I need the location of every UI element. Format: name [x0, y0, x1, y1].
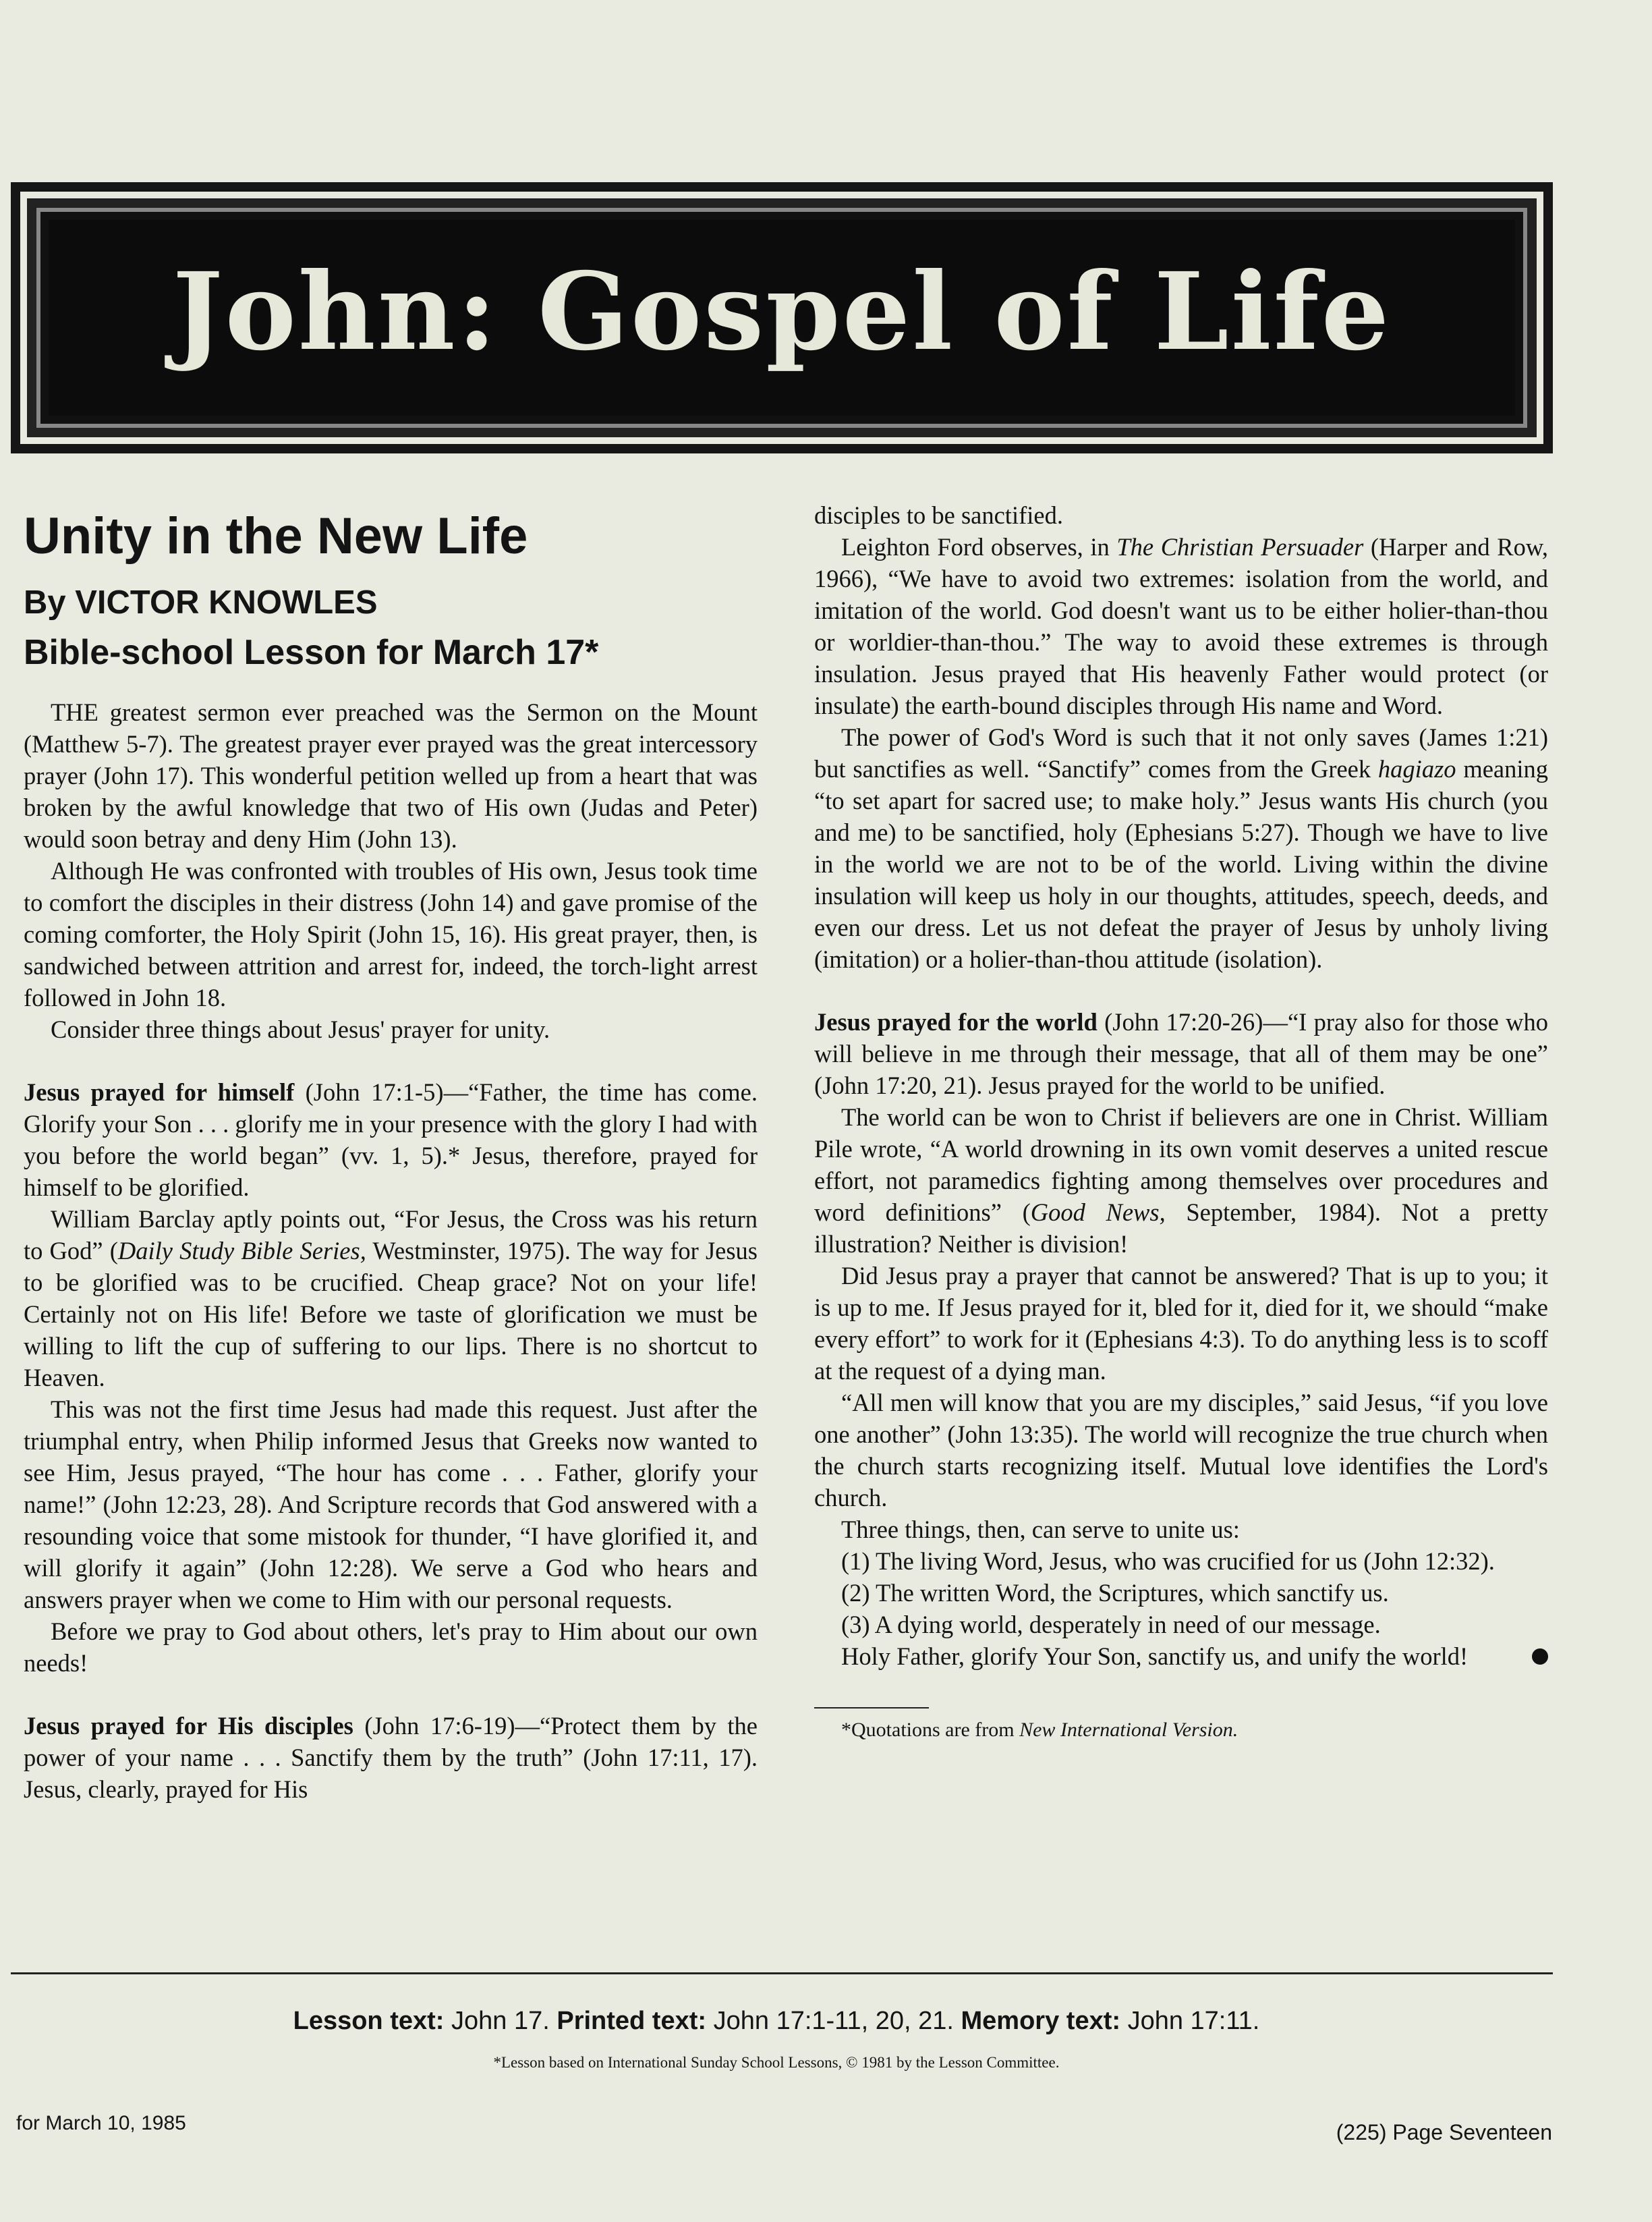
text-run: The world can be won to Christ if believers are one in Christ. William Pile wrote, “A world drowning in its own vomit deserves a united rescue effort, not paramedics fighting among themselves over procedures and word definitions” (	[814, 1103, 1548, 1226]
end-mark-icon	[1532, 1648, 1548, 1665]
article-title: Unity in the New Life	[24, 507, 528, 565]
italic-citation: New International Version.	[1019, 1719, 1238, 1741]
text-run: Holy Father, glorify Your Son, sanctify us, and unify the world!	[841, 1642, 1469, 1670]
paragraph: Consider three things about Jesus' prayer for unity.	[51, 1016, 550, 1043]
paragraph: Did Jesus pray a prayer that cannot be answered? That is up to you; it is up to me. If Jesus prayed for it, bled for it, died for it, we should “make every effort” to work for it (Ephesians 4:3). To do anything less is to scoff at the request of a dying man.	[814, 1262, 1548, 1385]
paragraph: disciples to be sanctified.	[814, 501, 1063, 529]
footnote-rule	[814, 1707, 929, 1709]
closing-paragraph	[814, 1640, 1548, 1672]
section-text: (John 17:1-5)—“Father, the time has come. Glorify your Son . . . glorify me in your presence with the glory I had with you before the world began” (vv. 1, 5).* Jesus, therefore, prayed for himself to be glorified.	[24, 1078, 758, 1201]
text-run: Westminster, 1975). The way for Jesus to be glorified was to be crucified. Cheap grace? Not on your life! Certainly not on His life! Before we taste of glorification we must be willing to lift the cup of suffering to our lips. There is no shortcut to Heaven.	[24, 1237, 758, 1391]
lesson-text-label: Lesson text:	[293, 2007, 445, 2035]
banner-title: John: Gospel of Life	[172, 250, 1392, 374]
list-item: (3) A dying world, desperately in need of our message.	[841, 1611, 1381, 1638]
section-heading: Jesus prayed for the world	[814, 1008, 1098, 1036]
section-world	[814, 1006, 1548, 1101]
lesson-text-value: John 17.	[444, 2007, 557, 2035]
text-run: Leighton Ford observes, in	[841, 533, 1117, 561]
italic-citation: Daily Study Bible Series,	[117, 1237, 366, 1265]
paragraph	[24, 1203, 758, 1393]
paragraph	[814, 721, 1548, 975]
text-run: The power of God's Word is such that it not only saves (James 1:21) but sanctifies as well. “Sanctify” comes from the Greek	[814, 723, 1548, 783]
text-run: meaning “to set apart for sacred use; to make holy.” Jesus wants His church (you and me) to be sanctified, holy (Ephesians 5:27). Though we have to live in the world we are not to be of the world. Living within the divine insulation will keep us holy in our thoughts, attitudes, speech, deeds, and even our dress. Let us not defeat the prayer of Jesus by unholy living (imitation) or a holier-than-thou attitude (isolation).	[814, 755, 1548, 973]
list-item: (1) The living Word, Jesus, who was crucified for us (John 12:32).	[841, 1547, 1495, 1575]
page-number: (225) Page Seventeen	[1336, 2120, 1552, 2144]
title-banner	[11, 182, 1553, 453]
printed-text-label: Printed text:	[557, 2007, 707, 2035]
issue-date: for March 10, 1985	[16, 2112, 186, 2134]
paragraph: “All men will know that you are my disciples,” said Jesus, “if you love one another” (John 13:35). The world will recognize the true church when the church starts recognizing itself. Mutual love identifies the Lord's church.	[814, 1389, 1548, 1511]
paragraph: Although He was confronted with troubles of His own, Jesus took time to comfort the disciples in their distress (John 14) and gave promise of the coming comforter, the Holy Spirit (John 15, 16). His great prayer, then, is sandwiched between attrition and arrest for, indeed, the torch-light arrest followed in John 18.	[24, 857, 758, 1011]
section-text: (John 17:6-19)—“Protect them by the power of your name . . . Sanctify them by the truth” (John 17:11, 17). Jesus, clearly, prayed for His	[24, 1712, 758, 1803]
italic-citation: Good News,	[1030, 1198, 1166, 1226]
paragraph	[814, 1101, 1548, 1260]
footnote	[814, 1717, 1548, 1744]
list-item: (2) The written Word, the Scriptures, which sanctify us.	[841, 1579, 1389, 1607]
lesson-texts	[0, 2007, 1553, 2036]
paragraph: THE greatest sermon ever preached was the Sermon on the Mount (Matthew 5-7). The greatest prayer ever prayed was the great intercessory prayer (John 17). This wonderful petition welled up from a heart that was broken by the awful knowledge that two of His own (Judas and Peter) would soon betray and deny Him (John 13).	[24, 698, 758, 853]
paragraph: This was not the first time Jesus had made this request. Just after the triumphal entry, when Philip informed Jesus that Greeks now wanted to see Him, Jesus prayed, “The hour has come . . . Father, glorify your name!” (John 12:23, 28). And Scripture records that God answered with a resounding voice that some mistook for thunder, “I have glorified it, and will glorify it again” (John 12:28). We serve a God who hears and answers prayer when we come to Him with our personal requests.	[24, 1395, 758, 1613]
text-run: September, 1984). Not a pretty illustration? Neither is division!	[814, 1198, 1548, 1258]
right-column	[814, 499, 1548, 1744]
italic-word: hagiazo	[1377, 755, 1456, 783]
text-run: (Harper and Row, 1966), “We have to avoid two extremes: isolation from the world, and imitation of the world. God doesn't want us to be either holier-than-thou or worldier-than-thou.” The way to avoid these extremes is through insulation. Jesus prayed that His heavenly Father would protect (or insulate) the earth-bound disciples through His name and Word.	[814, 533, 1548, 719]
lesson-date-heading: Bible-school Lesson for March 17*	[24, 633, 599, 672]
section-himself	[24, 1076, 758, 1203]
left-column	[24, 499, 758, 1805]
paragraph	[814, 531, 1548, 721]
divider	[11, 1972, 1553, 1974]
copyright-note: *Lesson based on International Sunday School Lessons, © 1981 by the Lesson Committee.	[493, 2054, 1060, 2071]
paragraph: Three things, then, can serve to unite us:	[841, 1516, 1240, 1543]
section-text: (John 17:20-26)—“I pray also for those who will believe in me through their message, that all of them may be one” (John 17:20, 21). Jesus prayed for the world to be unified.	[814, 1008, 1548, 1099]
memory-text-label: Memory text:	[961, 2007, 1121, 2035]
memory-text-value: John 17:11.	[1120, 2007, 1260, 2035]
printed-text-value: John 17:1-11, 20, 21.	[706, 2007, 961, 2035]
text-run: William Barclay aptly points out, “For Jesus, the Cross was his return to God” (	[24, 1205, 758, 1265]
paragraph: Before we pray to God about others, let's pray to Him about our own needs!	[24, 1617, 758, 1677]
text-run: *Quotations are from	[841, 1719, 1020, 1741]
section-heading: Jesus prayed for His disciples	[24, 1712, 353, 1740]
byline: By VICTOR KNOWLES	[24, 584, 378, 621]
italic-citation: The Christian Persuader	[1116, 533, 1364, 561]
section-heading: Jesus prayed for himself	[24, 1078, 295, 1106]
section-disciples	[24, 1710, 758, 1805]
